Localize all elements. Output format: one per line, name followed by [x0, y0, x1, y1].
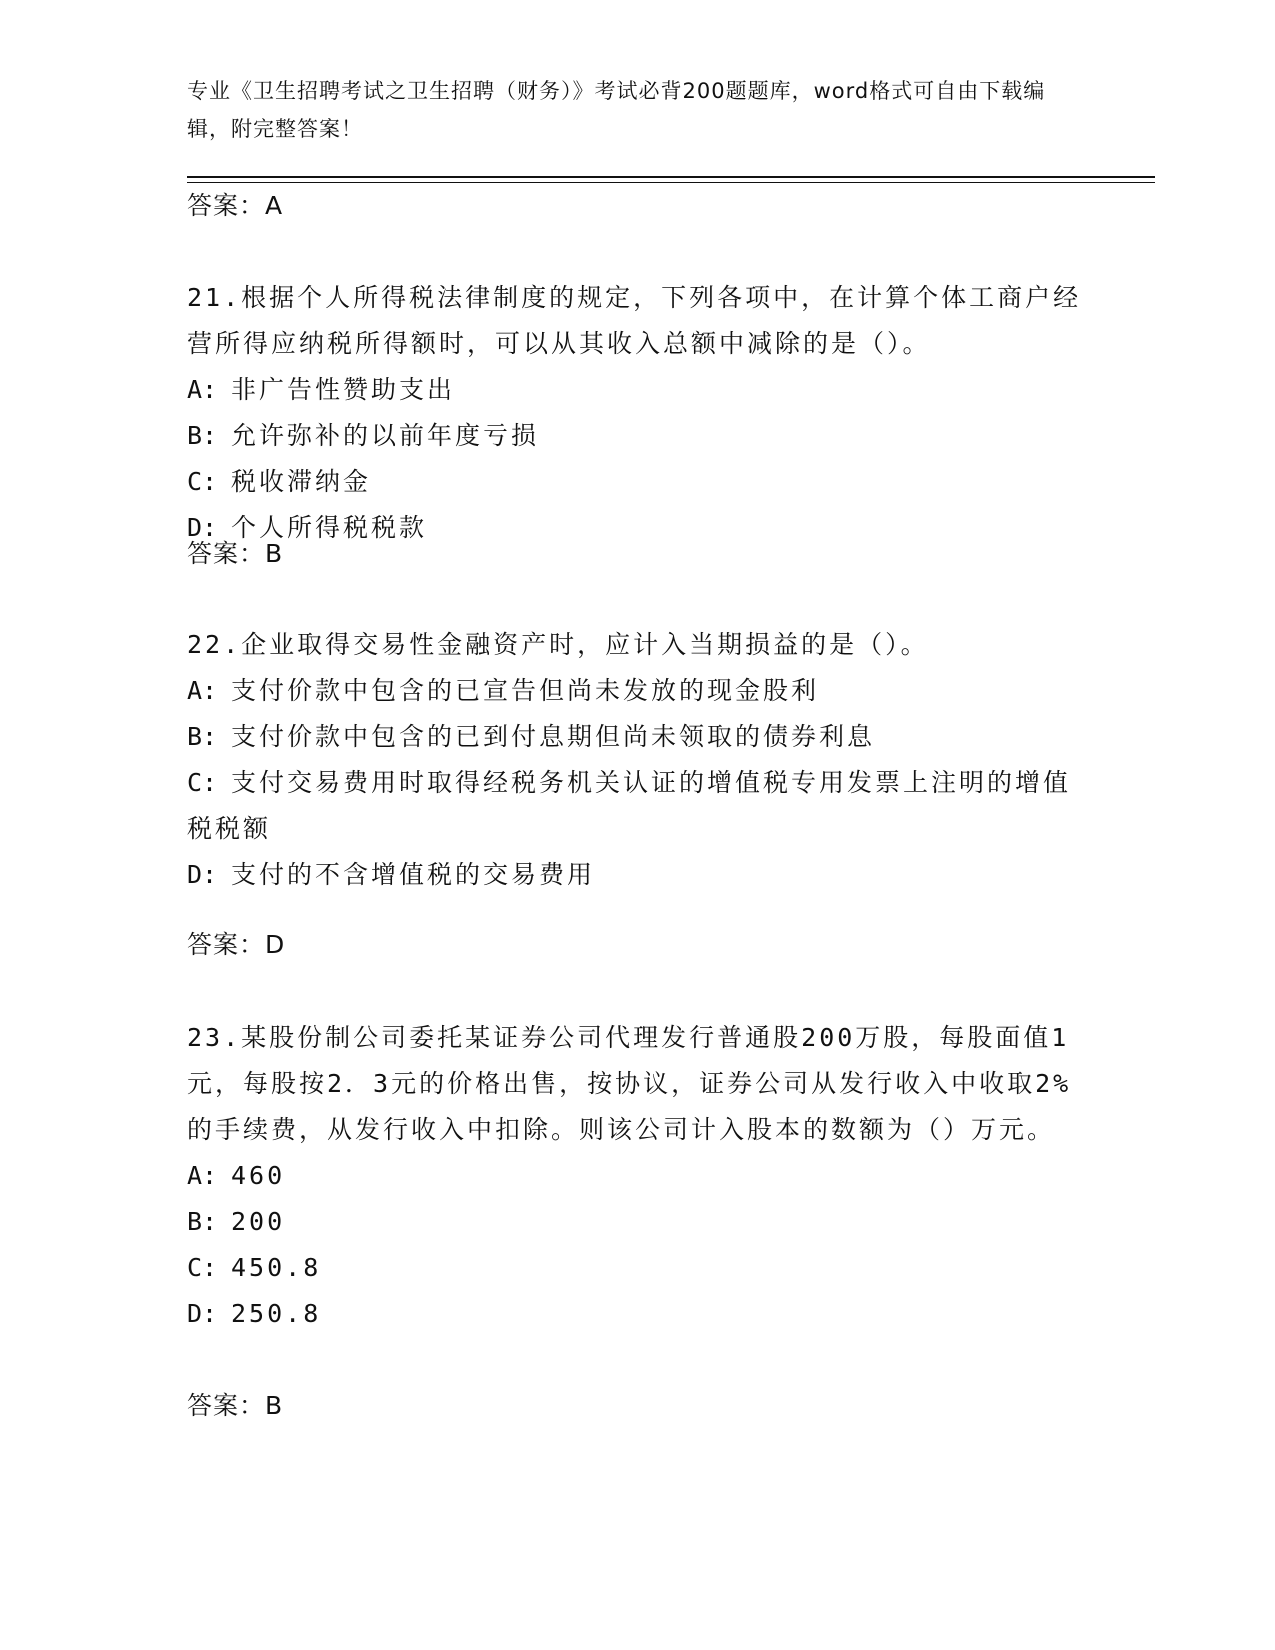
option-text: 税收滞纳金 — [231, 467, 372, 496]
option-text: 非广告性赞助支出 — [231, 375, 456, 404]
option-c — [187, 760, 1087, 852]
answer-value: B — [265, 1391, 284, 1420]
option-c — [187, 1245, 1087, 1291]
option-a — [187, 1153, 1087, 1199]
answer-22 — [187, 925, 285, 961]
option-label: B: — [187, 722, 218, 751]
option-d — [187, 1291, 1087, 1337]
option-text: 支付交易费用时取得经税务机关认证的增值税专用发票上注明的增值税税额 — [187, 768, 1072, 843]
option-text: 支付价款中包含的已宣告但尚未发放的现金股利 — [231, 676, 820, 705]
answer-21 — [187, 534, 283, 570]
option-text: 允许弥补的以前年度亏损 — [231, 421, 540, 450]
header-rule-thin — [187, 182, 1155, 183]
option-label: B: — [187, 421, 218, 450]
question-22 — [187, 622, 1087, 898]
answer-value: A — [265, 191, 284, 220]
answer-label: 答案： — [187, 539, 266, 568]
header-text: 专业《卫生招聘考试之卫生招聘（财务）》考试必背200题题库，word格式可自由下载编辑，附完整答案！ — [187, 79, 1046, 141]
option-label: C: — [187, 467, 218, 496]
option-label: D: — [187, 1299, 218, 1328]
option-b — [187, 1199, 1087, 1245]
answer-value: D — [265, 930, 286, 959]
answer-label: 答案： — [187, 191, 266, 220]
question-stem: 21.根据个人所得税法律制度的规定，下列各项中，在计算个体工商户经营所得应纳税所得额时，可以从其收入总额中减除的是（）。 — [187, 283, 1082, 358]
option-label: B: — [187, 1207, 218, 1236]
option-a — [187, 668, 1087, 714]
option-c — [187, 459, 1087, 505]
option-label: A: — [187, 1161, 218, 1190]
option-label: A: — [187, 375, 218, 404]
question-stem: 23.某股份制公司委托某证券公司代理发行普通股200万股，每股面值1元，每股按2．3元的价格出售，按协议，证券公司从发行收入中收取2%的手续费，从发行收入中扣除。则该公司计入股本的数额为（）万元。 — [187, 1023, 1072, 1144]
option-label: D: — [187, 513, 218, 542]
answer-23 — [187, 1386, 283, 1422]
answer-value: B — [265, 539, 284, 568]
option-d — [187, 505, 1087, 551]
option-label: C: — [187, 1253, 218, 1282]
answer-label: 答案： — [187, 1391, 266, 1420]
option-label: A: — [187, 676, 218, 705]
option-text: 支付价款中包含的已到付息期但尚未领取的债券利息 — [231, 722, 876, 751]
question-21 — [187, 275, 1087, 551]
option-a — [187, 367, 1087, 413]
header-rule-thick — [187, 176, 1155, 178]
option-d — [187, 852, 1087, 898]
option-b — [187, 413, 1087, 459]
page-header — [187, 72, 1067, 148]
option-text: 450.8 — [231, 1253, 322, 1282]
option-text: 200 — [231, 1207, 286, 1236]
option-text: 支付的不含增值税的交易费用 — [231, 860, 596, 889]
option-label: D: — [187, 860, 218, 889]
answer-label: 答案： — [187, 930, 266, 959]
option-b — [187, 714, 1087, 760]
option-text: 460 — [231, 1161, 286, 1190]
option-text: 250.8 — [231, 1299, 322, 1328]
question-stem: 22.企业取得交易性金融资产时，应计入当期损益的是（）。 — [187, 630, 929, 659]
question-23 — [187, 1015, 1087, 1337]
option-text: 个人所得税税款 — [231, 513, 428, 542]
option-label: C: — [187, 768, 218, 797]
prev-answer — [187, 186, 283, 222]
